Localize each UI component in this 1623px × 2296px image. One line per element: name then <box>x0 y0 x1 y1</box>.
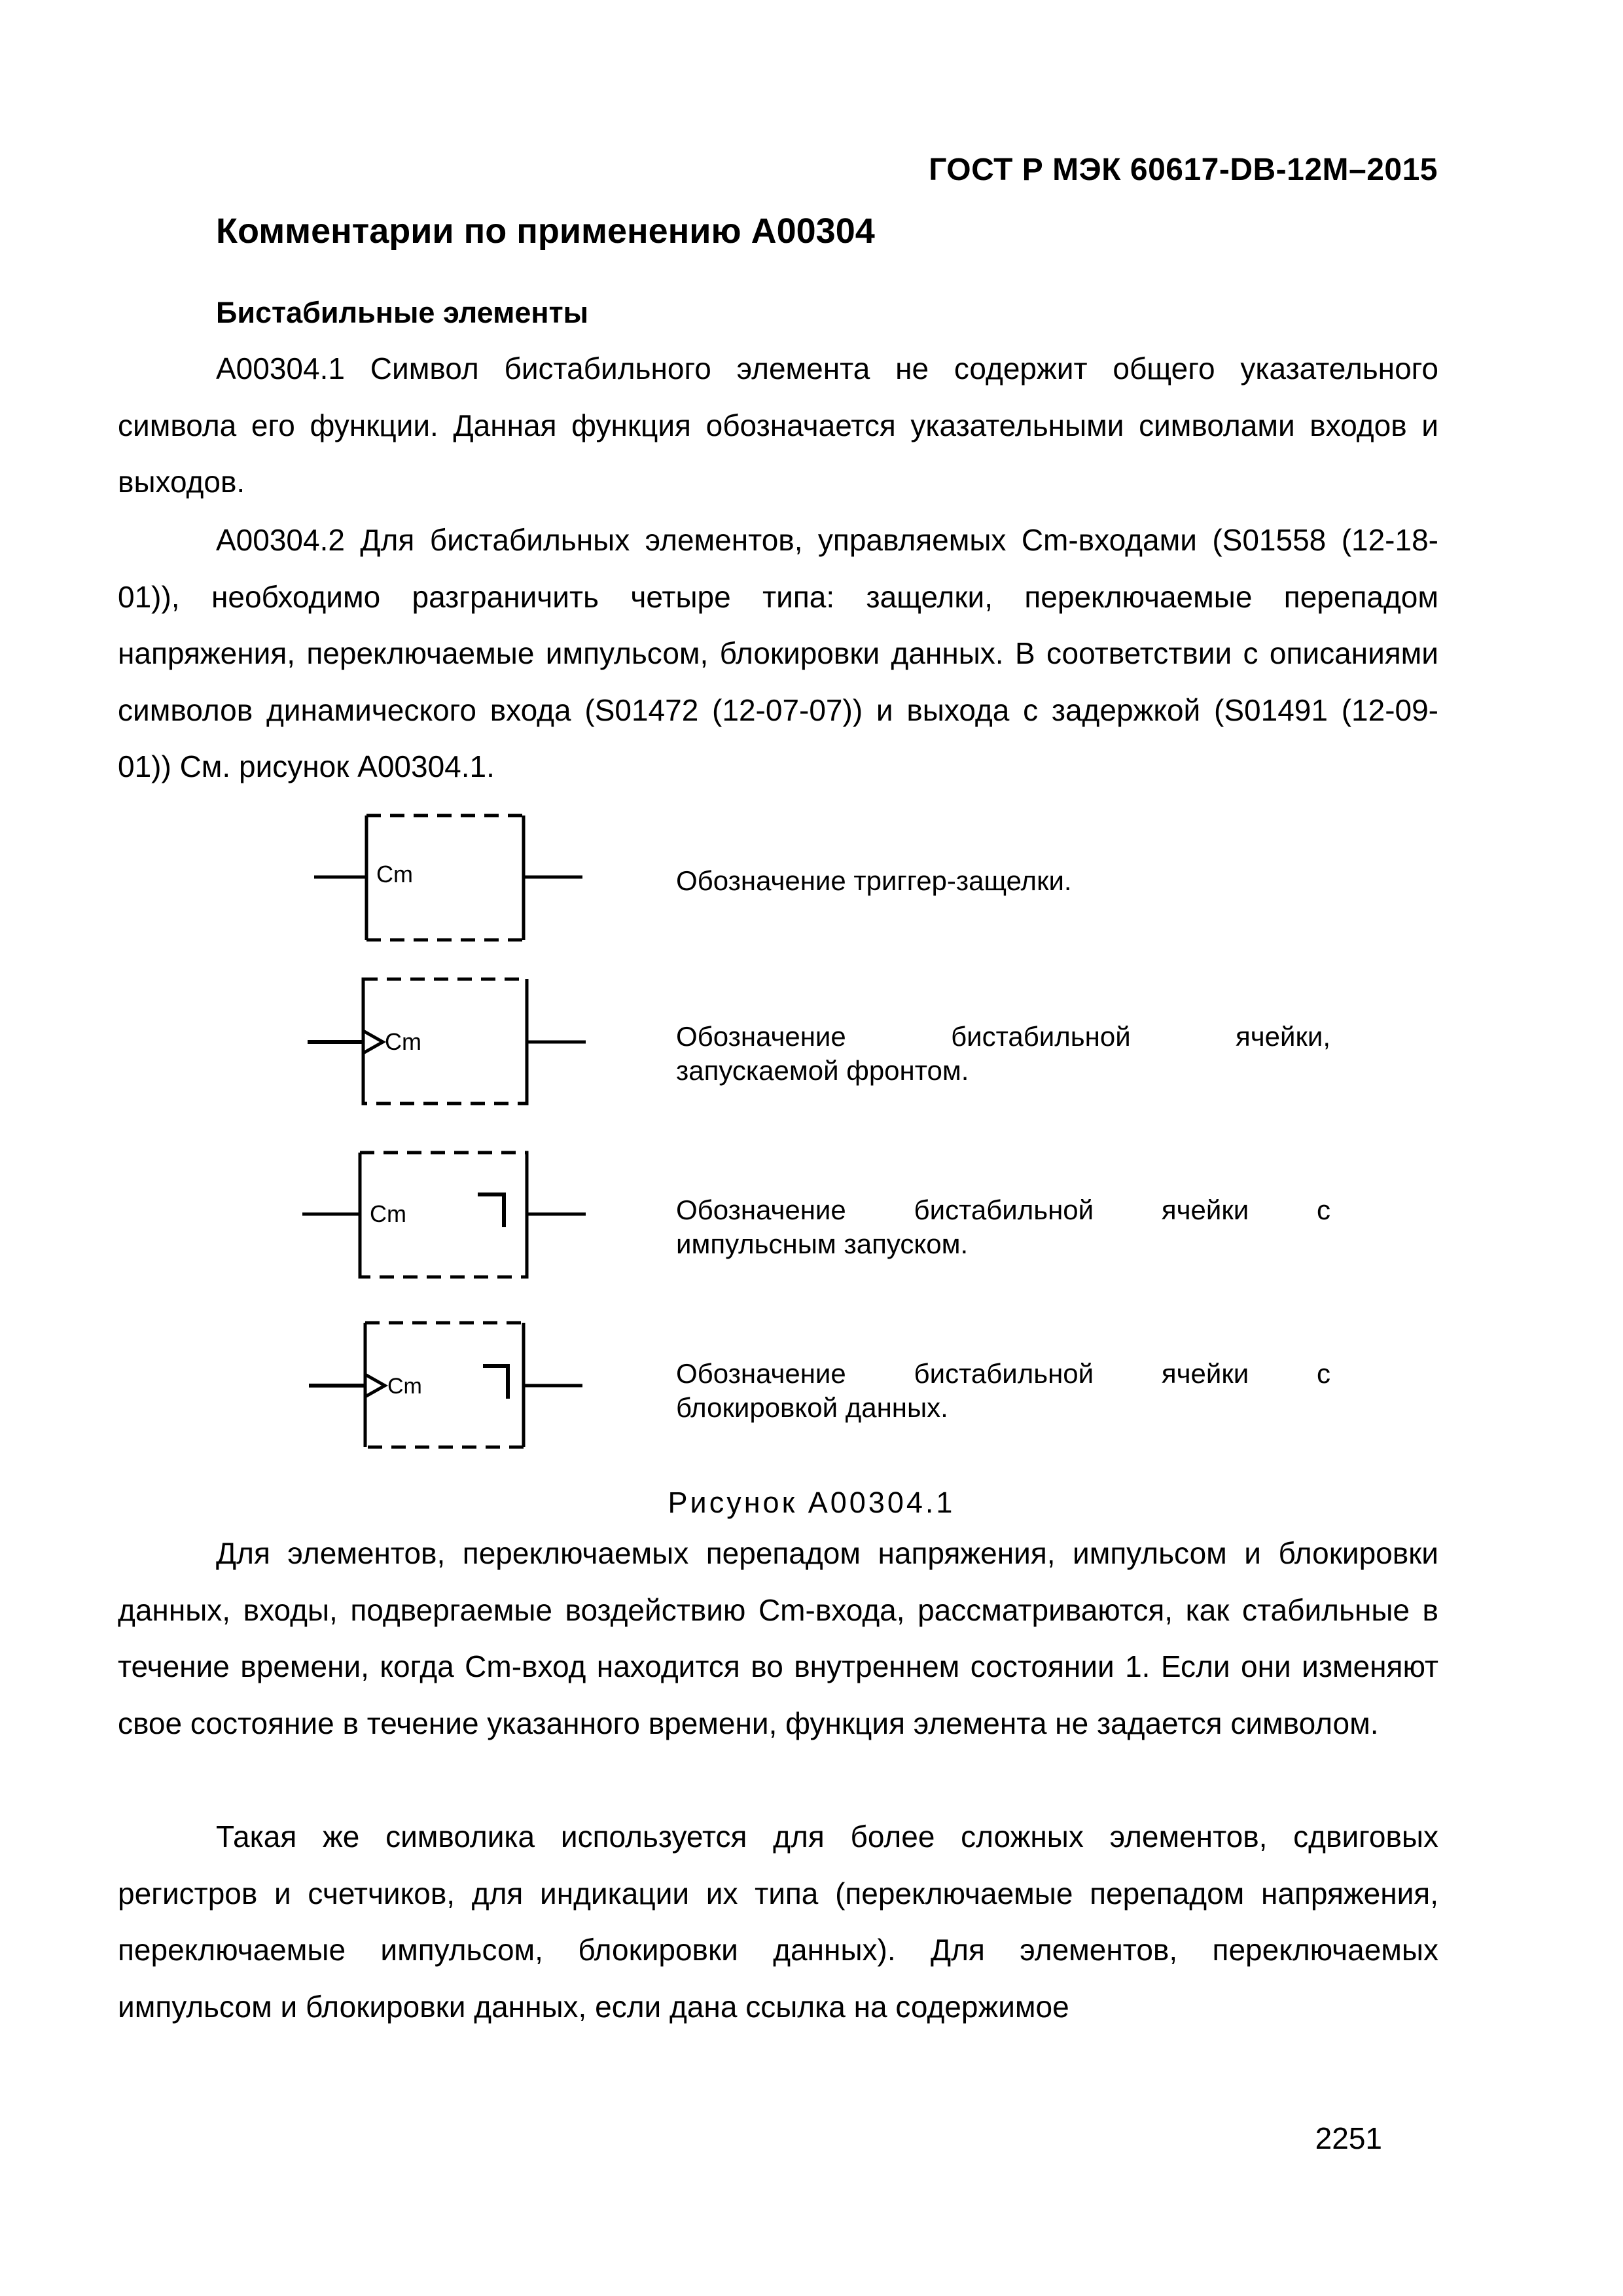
figure-row-latch <box>288 805 1348 956</box>
section-subtitle: Бистабильные элементы <box>216 296 589 329</box>
page-number: 2251 <box>1315 2121 1382 2155</box>
pulse-triggered-symbol-icon <box>288 1142 589 1293</box>
figure-caption-edge-triggered <box>676 1020 1330 1088</box>
caption-line: запускаемой фронтом. <box>676 1055 969 1086</box>
figure-caption-pulse-triggered <box>676 1193 1330 1261</box>
paragraph-timing: Для элементов, переключаемых перепадом напряжения, импульсом и блокировки данных, входы, подвергаемые воздействию Cm-входа, рассматриваются, как стабильные в течение времени, когда Cm-вход находится во внутреннем состоянии 1. Если они изменяют свое состояние в течение указанного времени, функция элемента не задается символом. <box>118 1536 1438 1740</box>
figure-a00304-1 <box>288 805 1348 1466</box>
standard-code-header: ГОСТ Р МЭК 60617-DB-12M–2015 <box>929 152 1438 187</box>
figure-row-pulse-triggered <box>288 1142 1348 1293</box>
caption-line: Обозначение бистабильной ячейки, <box>676 1021 1330 1052</box>
cm-label: Cm <box>376 861 413 888</box>
cm-label: Cm <box>385 1028 421 1055</box>
edge-triggered-symbol-icon <box>288 969 589 1119</box>
figure-row-edge-triggered <box>288 969 1348 1119</box>
figure-caption-latch <box>676 864 1330 898</box>
latch-symbol-icon <box>288 805 589 956</box>
caption-line: Обозначение бистабильной ячейки с <box>676 1194 1330 1225</box>
cm-label: Cm <box>387 1374 422 1399</box>
section-title: Комментарии по применению А00304 <box>216 211 875 251</box>
paragraph-a00304-2: А00304.2 Для бистабильных элементов, управляемых Cm-входами (S01558 (12-18-01)), необходимо разграничить четыре типа: защелки, переключаемые перепадом напряжения, переключаемые импульсом, блокировки данных. В соответствии с описаниями символов динамического входа (S01472 (12-07-07)) и выхода с задержкой (S01491 (12-09-01)) См. рисунок А00304.1. <box>118 523 1438 783</box>
paragraph-a00304-1: А00304.1 Символ бистабильного элемента не содержит общего указательного символа его функции. Данная функция обозначается указательными символами входов и выходов. <box>118 351 1438 499</box>
figure-row-data-lockout <box>288 1312 1348 1463</box>
figure-caption-data-lockout <box>676 1357 1330 1425</box>
data-lockout-symbol-icon <box>288 1312 589 1463</box>
caption-line: блокировкой данных. <box>676 1392 948 1423</box>
caption-line: импульсным запуском. <box>676 1229 969 1259</box>
caption-line: Обозначение триггер-защелки. <box>676 865 1072 896</box>
caption-line: Обозначение бистабильной ячейки с <box>676 1358 1330 1389</box>
paragraph-complex-elements: Такая же символика используется для более сложных элементов, сдвиговых регистров и счетчиков, для индикации их типа (переключаемые перепадом напряжения, переключаемые импульсом, блокировки данных). Для элементов, переключаемых импульсом и блокировки данных, если дана ссылка на содержимое <box>118 1820 1438 2024</box>
cm-label: Cm <box>370 1200 406 1227</box>
figure-title: Рисунок А00304.1 <box>668 1486 955 1519</box>
